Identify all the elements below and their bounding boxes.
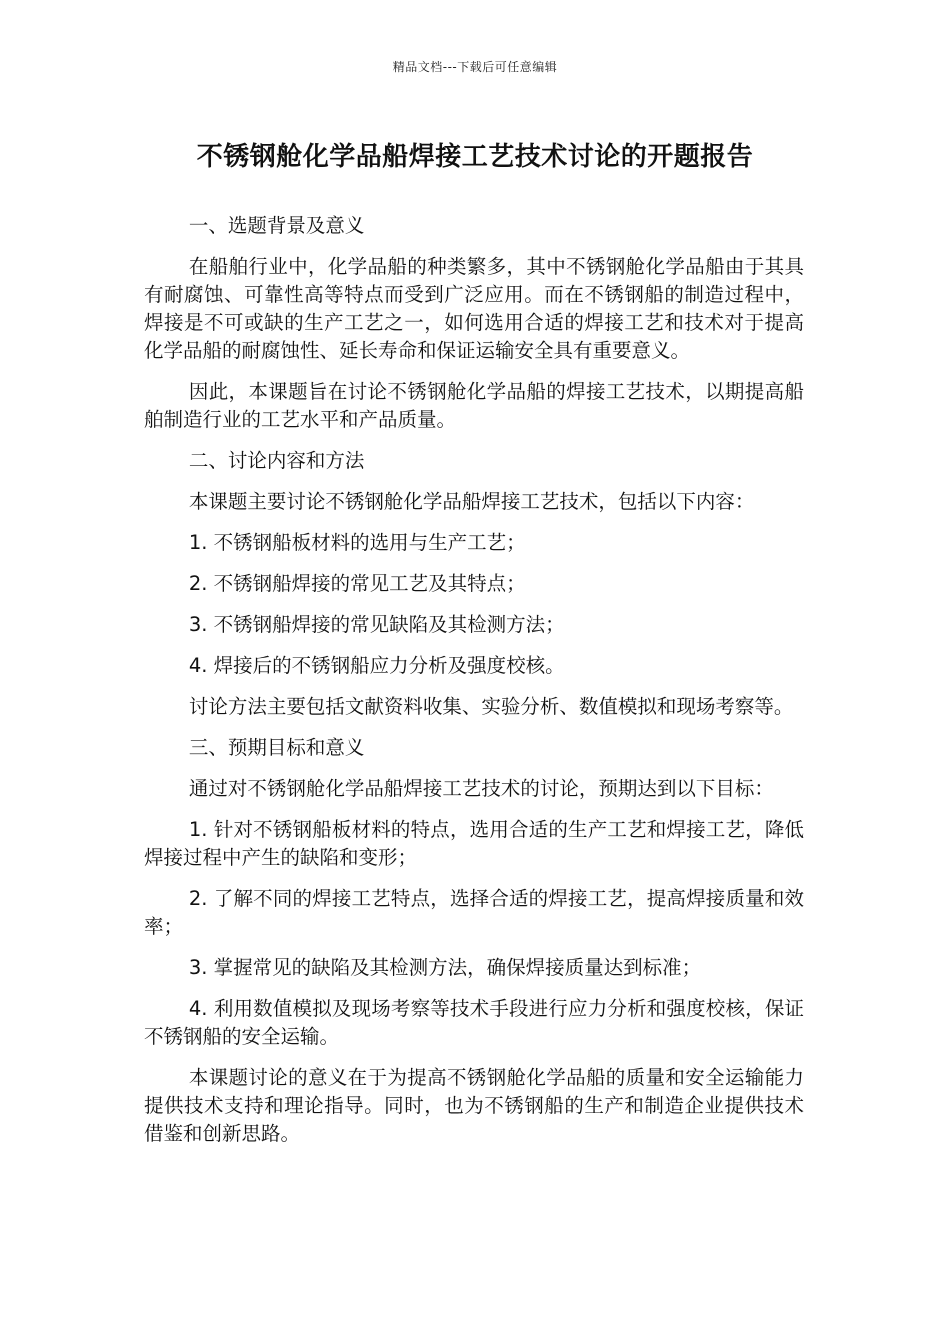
list-item-content-1: 1. 不锈钢船板材料的选用与生产工艺； [188, 531, 526, 554]
list-item-content-3: 3. 不锈钢船焊接的常见缺陷及其检测方法； [188, 613, 565, 636]
paragraph-methods: 讨论方法主要包括文献资料收集、实验分析、数值模拟和现场考察等。 [188, 695, 794, 718]
paragraph-goals-intro: 通过对不锈钢舱化学品船焊接工艺技术的讨论，预期达到以下目标： [188, 777, 774, 800]
section-heading-content-methods: 二、讨论内容和方法 [188, 449, 365, 472]
list-item-goal-4: 4. 利用数值模拟及现场考察等技术手段进行应力分析和强度校核，保证不锈钢船的安全运输。 [144, 997, 804, 1048]
document-title: 不锈钢舱化学品船焊接工艺技术讨论的开题报告 [196, 142, 754, 172]
list-item-goal-1: 1. 针对不锈钢船板材料的特点，选用合适的生产工艺和焊接工艺，降低焊接过程中产生的缺陷和变形； [144, 818, 804, 869]
paragraph-content-intro: 本课题主要讨论不锈钢舱化学品船焊接工艺技术，包括以下内容： [188, 490, 755, 513]
list-item-content-4: 4. 焊接后的不锈钢船应力分析及强度校核。 [188, 654, 565, 677]
section-heading-goals: 三、预期目标和意义 [188, 736, 365, 759]
document-body [144, 212, 804, 1161]
list-item-goal-3: 3. 掌握常见的缺陷及其检测方法，确保焊接质量达到标准； [188, 956, 702, 979]
list-item-content-2: 2. 不锈钢船焊接的常见工艺及其特点； [188, 572, 526, 595]
list-item-goal-2: 2. 了解不同的焊接工艺特点，选择合适的焊接工艺，提高焊接质量和效率； [144, 887, 804, 938]
paragraph-background: 在船舶行业中，化学品船的种类繁多，其中不锈钢舱化学品船由于其具有耐腐蚀、可靠性高等特点而受到广泛应用。而在不锈钢船的制造过程中，焊接是不可或缺的生产工艺之一，如何选用合适的焊接工艺和技术对于提高化学品船的耐腐蚀性、延长寿命和保证运输安全具有重要意义。 [144, 255, 804, 362]
section-heading-background: 一、选题背景及意义 [188, 214, 365, 237]
paragraph-significance: 本课题讨论的意义在于为提高不锈钢舱化学品船的质量和安全运输能力提供技术支持和理论指导。同时，也为不锈钢船的生产和制造企业提供技术借鉴和创新思路。 [144, 1066, 804, 1145]
paragraph-purpose: 因此，本课题旨在讨论不锈钢舱化学品船的焊接工艺技术，以期提高船舶制造行业的工艺水平和产品质量。 [144, 380, 804, 431]
header-note: 精品文档---下载后可任意编辑 [392, 60, 558, 74]
